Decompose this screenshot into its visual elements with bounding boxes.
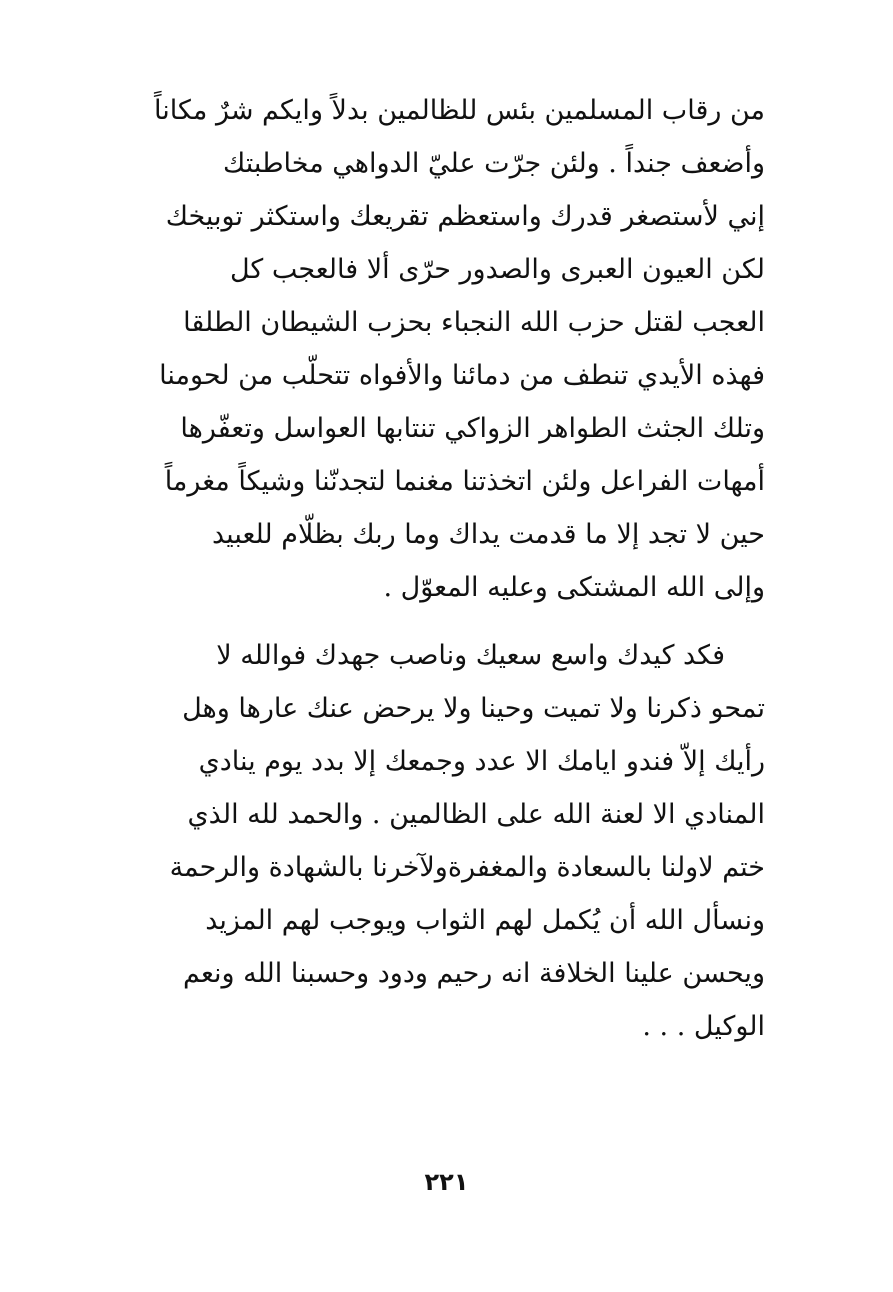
text-line: رأيك إلاّ فندو ايامك الا عدد وجمعك إلا بدد يوم ينادي xyxy=(198,746,765,777)
text-line: وإلى الله المشتكى وعليه المعوّل . xyxy=(383,572,765,603)
text-line: ختم لاولنا بالسعادة والمغفرةولآخرنا بالشهادة والرحمة xyxy=(169,852,765,883)
text-line: من رقاب المسلمين بئس للظالمين بدلاً وايكم شرٌ مكاناً xyxy=(154,95,765,126)
paragraph-1 xyxy=(120,84,765,614)
text-line: المنادي الا لعنة الله على الظالمين . والحمد لله الذي xyxy=(187,799,765,830)
text-line: تمحو ذكرنا ولا تميت وحينا ولا يرحض عنك عارها وهل xyxy=(182,693,765,724)
text-line: أمهات الفراعل ولئن اتخذتنا مغنما لتجدنّنا وشيكاً مغرماً xyxy=(164,466,765,497)
text-line: إني لأستصغر قدرك واستعظم تقريعك واستكثر توبيخك xyxy=(165,201,765,232)
text-line: حين لا تجد إلا ما قدمت يداك وما ربك بظلّام للعبيد xyxy=(212,519,765,550)
text-line: الوكيل . . . xyxy=(642,1011,765,1042)
text-line: وأضعف جنداً . ولئن جرّت عليّ الدواهي مخاطبتك xyxy=(223,148,765,179)
text-line: ويحسن علينا الخلافة انه رحيم ودود وحسبنا الله ونعم xyxy=(183,958,765,989)
paragraph-2 xyxy=(120,629,765,1053)
text-line: فهذه الأيدي تنطف من دمائنا والأفواه تتحلّب من لحومنا xyxy=(159,360,765,391)
text-line: وتلك الجثث الطواهر الزواكي تنتابها العواسل وتعفّرها xyxy=(180,413,765,444)
text-line: العجب لقتل حزب الله النجباء بحزب الشيطان الطلقا xyxy=(183,307,765,338)
text-line: لكن العيون العبرى والصدور حرّى ألا فالعجب كل xyxy=(229,254,765,285)
page-number: ٢٢١ xyxy=(424,1168,469,1196)
text-line: ونسأل الله أن يُكمل لهم الثواب ويوجب لهم المزيد xyxy=(205,905,765,936)
text-line: فكد كيدك واسع سعيك وناصب جهدك فوالله لا xyxy=(216,640,725,671)
